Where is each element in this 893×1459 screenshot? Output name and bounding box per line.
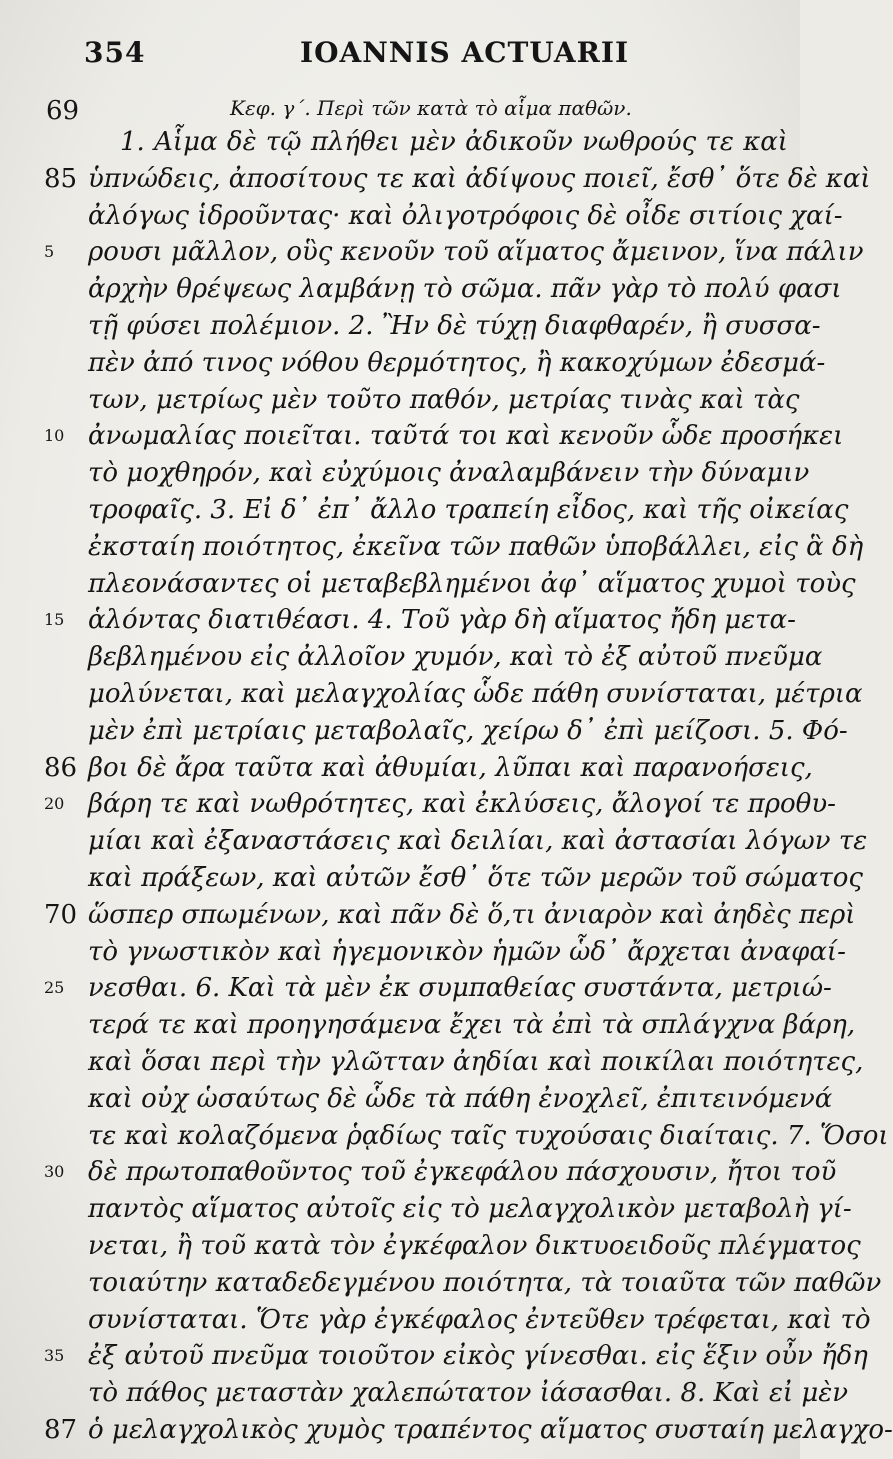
- margin-reference: 85: [44, 163, 78, 194]
- text-line: μολύνεται, καὶ μελαγχολίας ὧδε πάθη συνίσταται, μέτρια: [88, 679, 863, 709]
- margin-reference: 70: [44, 899, 78, 930]
- text-line: νεσθαι. 6. Καὶ τὰ μὲν ἐκ συμπαθείας συστάντα, μετριώ-: [88, 973, 832, 1004]
- text-line: παντὸς αἵματος αὐτοῖς εἰς τὸ μελαγχολικὸν μεταβολὴ γί-: [88, 1194, 852, 1225]
- text-line: τὸ πάθος μεταστὰν χαλεπώτατον ἰάσασθαι. 8. Καὶ εἰ μὲν: [88, 1378, 849, 1409]
- text-line: τροφαῖς. 3. Εἰ δ᾽ ἐπ᾽ ἄλλο τραπείη εἶδος, καὶ τῆς οἰκείας: [88, 495, 849, 525]
- text-line: τῇ φύσει πολέμιον. 2. Ἢν δὲ τύχῃ διαφθαρέν, ἢ συσσα-: [88, 311, 821, 341]
- text-line: τὸ γνωστικὸν καὶ ἡγεμονικὸν ἡμῶν ὧδ᾽ ἄρχεται ἀναφαί-: [88, 936, 846, 967]
- text-line: συνίσταται. Ὅτε γὰρ ἐγκέφαλος ἐντεῦθεν τρέφεται, καὶ τὸ: [88, 1304, 871, 1335]
- line-number: 5: [44, 242, 55, 262]
- text-line: ἀνωμαλίας ποιεῖται. ταῦτά τοι καὶ κενοῦν ὧδε προσήκει: [88, 421, 844, 452]
- text-line: τε καὶ κολαζόμενα ῥᾳδίως ταῖς τυχούσαις διαίταις. 7. Ὅσοι: [88, 1120, 889, 1151]
- margin-reference: 86: [44, 752, 78, 783]
- page-header: [60, 36, 780, 86]
- text-line: ἁλόντας διατιθέασι. 4. Τοῦ γὰρ δὴ αἵματος ἤδη μετα-: [88, 605, 796, 636]
- text-line: τερά τε καὶ προηγησάμενα ἔχει τὰ ἐπὶ τὰ σπλάγχνα βάρη,: [88, 1010, 856, 1041]
- text-line: δὲ πρωτοπαθοῦντος τοῦ ἐγκεφάλου πάσχουσιν, ἤτοι τοῦ: [88, 1157, 837, 1188]
- text-line: ἐκσταίη ποιότητος, ἐκεῖνα τῶν παθῶν ὑποβάλλει, εἰς ἃ δὴ: [88, 531, 864, 562]
- margin-reference: 87: [44, 1415, 78, 1445]
- text-line: ὁ μελαγχολικὸς χυμὸς τραπέντος αἵματος συσταίη μελαγχο-: [88, 1415, 893, 1445]
- chapter-margin-number: 69: [46, 96, 80, 126]
- line-number: 15: [44, 610, 65, 630]
- text-line: καὶ ὅσαι περὶ τὴν γλῶτταν ἀηδίαι καὶ ποικίλαι ποιότητες,: [88, 1047, 864, 1077]
- line-number: 35: [44, 1346, 65, 1366]
- text-line: νεται, ἢ τοῦ κατὰ τὸν ἐγκέφαλον δικτυοειδοῦς πλέγματος: [88, 1231, 861, 1261]
- text-line: 1. Αἷμα δὲ τῷ πλήθει μὲν ἀδικοῦν νωθρούς τε καὶ: [120, 127, 788, 157]
- text-line: πὲν ἀπό τινος νόθου θερμότητος, ἢ κακοχύμων ἐδεσμά-: [88, 347, 826, 378]
- line-number: 10: [44, 426, 65, 446]
- line-number: 20: [44, 794, 65, 814]
- line-number: 25: [44, 978, 65, 998]
- text-line: μὲν ἐπὶ μετρίαις μεταβολαῖς, χείρω δ᾽ ἐπὶ μείζοσι. 5. Φό-: [88, 715, 848, 746]
- line-number: 30: [44, 1162, 65, 1182]
- text-line: ἀρχὴν θρέψεως λαμβάνῃ τὸ σῶμα. πᾶν γὰρ τὸ πολύ φασι: [88, 274, 842, 305]
- text-line: μίαι καὶ ἐξαναστάσεις καὶ δειλίαι, καὶ ἀστασίαι λόγων τε: [88, 826, 868, 857]
- text-line: των, μετρίως μὲν τοῦτο παθόν, μετρίας τινὰς καὶ τὰς: [88, 384, 800, 415]
- text-line: ὥσπερ σπωμένων, καὶ πᾶν δὲ ὅ,τι ἀνιαρὸν καὶ ἀηδὲς περὶ: [88, 899, 856, 930]
- chapter-heading: Κεφ. γ΄. Περὶ τῶν κατὰ τὸ αἷμα παθῶν.: [230, 96, 632, 120]
- text-line: τοιαύτην καταδεδεγμένου ποιότητα, τὰ τοιαῦτα τῶν παθῶν: [88, 1267, 882, 1298]
- text-line: ρουσι μᾶλλον, οὓς κενοῦν τοῦ αἵματος ἄμεινον, ἵνα πάλιν: [88, 237, 864, 268]
- text-line: ἐξ αὐτοῦ πνεῦμα τοιοῦτον εἰκὸς γίνεσθαι. εἰς ἕξιν οὖν ἤδη: [88, 1341, 868, 1372]
- text-line: τὸ μοχθηρόν, καὶ εὐχύμοις ἀναλαμβάνειν τὴν δύναμιν: [88, 458, 810, 489]
- text-line: ὑπνώδεις, ἀποσίτους τε καὶ ἀδίψους ποιεῖ, ἔσθ᾽ ὅτε δὲ καὶ: [88, 163, 871, 194]
- text-line: βάρη τε καὶ νωθρότητες, καὶ ἐκλύσεις, ἄλογοί τε προθυ-: [88, 789, 836, 820]
- text-line: ἀλόγως ἱδροῦντας· καὶ ὀλιγοτρόφοις δὲ οἶδε σιτίοις χαί-: [88, 200, 843, 231]
- running-title: IOANNIS ACTUARII: [300, 36, 630, 69]
- page-number: 354: [84, 36, 146, 69]
- text-line: βεβλημένου εἰς ἀλλοῖον χυμόν, καὶ τὸ ἐξ αὐτοῦ πνεῦμα: [88, 642, 823, 673]
- text-line: καὶ πράξεων, καὶ αὐτῶν ἔσθ᾽ ὅτε τῶν μερῶν τοῦ σώματος: [88, 863, 863, 893]
- text-line: βοι δὲ ἄρα ταῦτα καὶ ἀθυμίαι, λῦπαι καὶ παρανοήσεις,: [88, 752, 813, 783]
- text-line: πλεονάσαντες οἱ μεταβεβλημένοι ἀφ᾽ αἵματος χυμοὶ τοὺς: [88, 568, 856, 599]
- text-line: καὶ οὐχ ὡσαύτως δὲ ὧδε τὰ πάθη ἐνοχλεῖ, ἐπιτεινόμενά: [88, 1083, 833, 1114]
